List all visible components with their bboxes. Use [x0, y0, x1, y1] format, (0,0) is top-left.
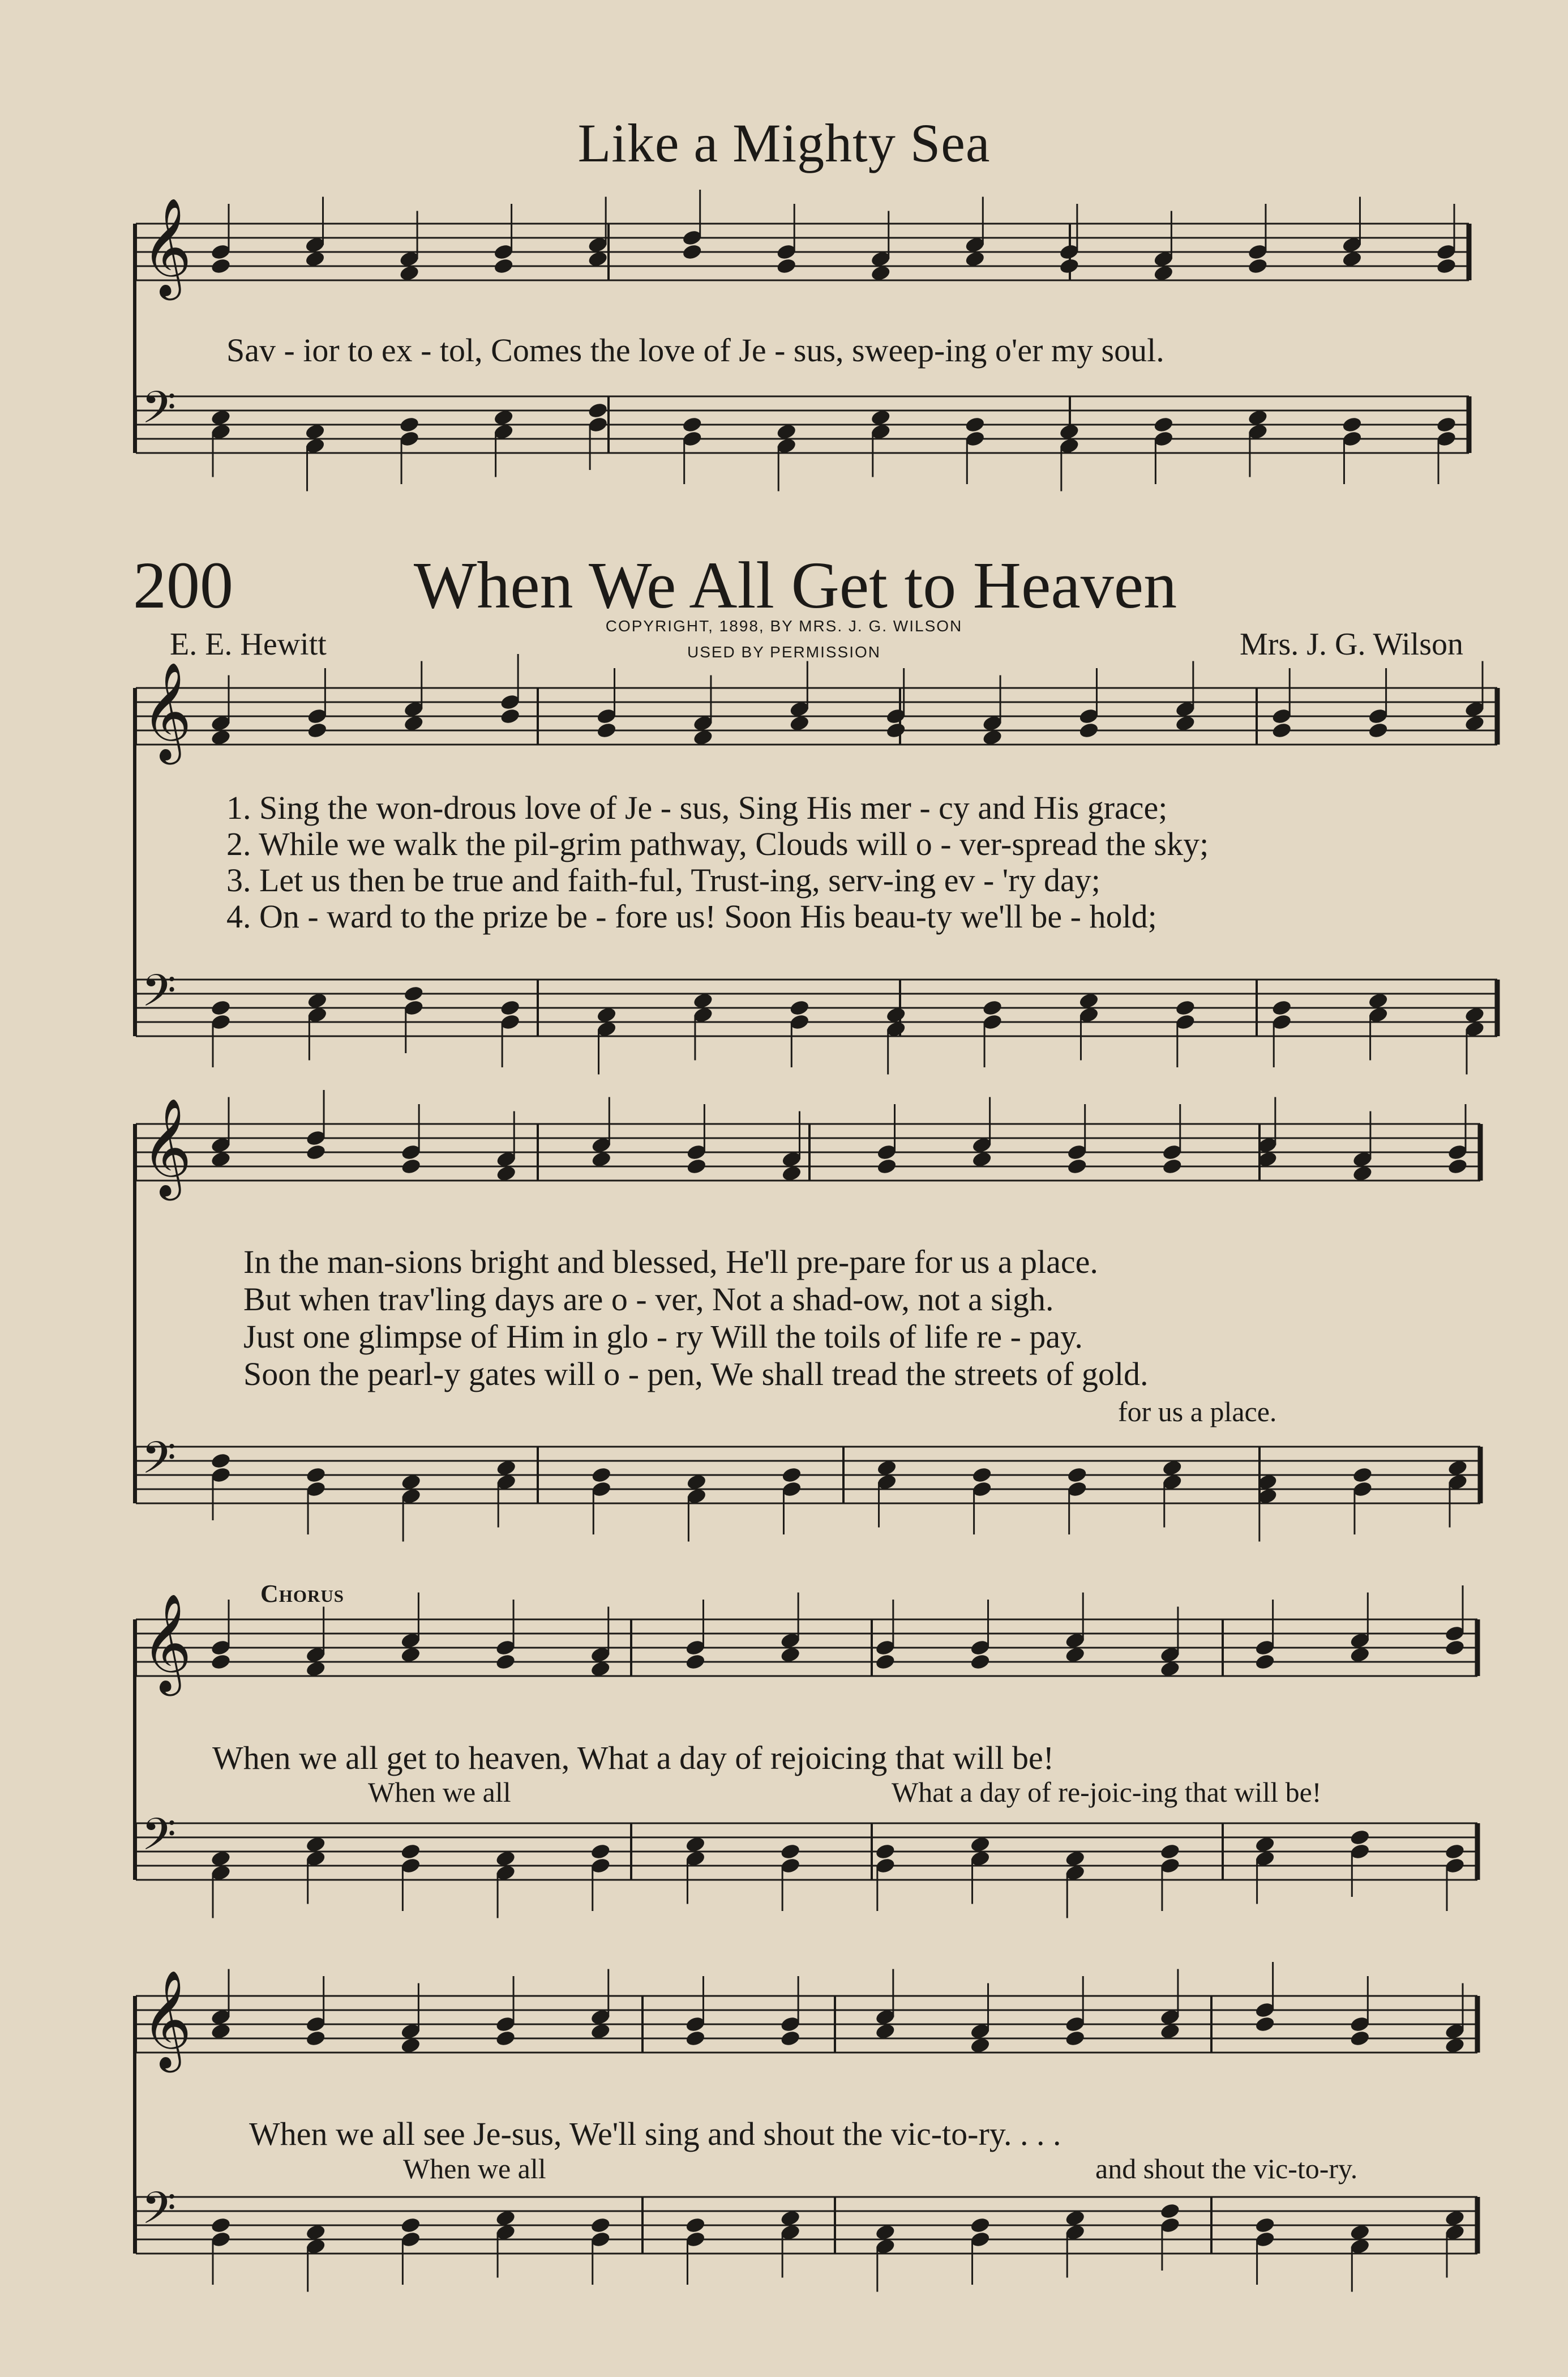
notehead — [971, 1466, 993, 1484]
previous-hymn-title: Like a Mighty Sea — [577, 113, 991, 173]
notehead — [1159, 2202, 1181, 2220]
notehead — [590, 2216, 611, 2234]
bass-clef-icon: 𝄢 — [142, 2183, 177, 2245]
notehead — [495, 1653, 516, 1671]
notehead — [499, 999, 521, 1017]
notehead — [1059, 257, 1080, 275]
notehead — [682, 416, 703, 434]
notehead — [210, 1452, 232, 1470]
notehead — [495, 2029, 516, 2047]
notehead — [590, 1842, 611, 1861]
chorus-line-2: When we all see Je-sus, We'll sing and shout the vic-to-ry. . . . — [249, 2115, 1061, 2152]
bass-clef-icon: 𝄢 — [142, 1433, 177, 1495]
treble-clef-icon: 𝄞 — [142, 1593, 192, 1692]
notehead — [400, 2216, 422, 2234]
bass-echo-line: for us a place. — [1118, 1396, 1277, 1427]
notehead — [1352, 1466, 1373, 1484]
verse-2-line-2: But when trav'ling days are o - ver, Not a shad-ow, not a sigh. — [243, 1281, 1054, 1318]
notehead — [399, 416, 420, 434]
verse-4-line-1: 4. On - ward to the prize be - fore us! Soon His beau-ty we'll be - hold; — [226, 898, 1157, 935]
treble-clef-icon: 𝄞 — [142, 662, 192, 760]
chorus-echo-2a: When we all — [403, 2153, 546, 2184]
notehead — [1254, 2216, 1276, 2234]
chorus-echo-2b: and shout the vic-to-ry. — [1095, 2153, 1358, 2184]
verse-4-line-2: Soon the pearl-y gates will o - pen, We shall tread the streets of gold. — [243, 1356, 1149, 1392]
notehead — [1342, 416, 1363, 434]
notehead — [1444, 1842, 1466, 1861]
notehead — [1064, 2029, 1086, 2047]
notehead — [982, 999, 1003, 1017]
hymn-title: When We All Get to Heaven — [413, 548, 1177, 622]
notehead — [779, 1842, 801, 1861]
previous-hymn-lyric: Sav - ior to ex - tol, Comes the love of Je - sus, sweep-ing o'er my soul. — [226, 332, 1164, 369]
notehead — [1162, 1157, 1183, 1175]
notehead — [400, 1842, 422, 1861]
notehead — [781, 1466, 803, 1484]
notehead — [210, 257, 232, 275]
hymn-number: 200 — [133, 548, 233, 622]
notehead — [307, 721, 328, 739]
treble-clef-icon: 𝄞 — [142, 1970, 192, 2068]
permission-line: USED BY PERMISSION — [687, 643, 881, 661]
notehead — [596, 721, 618, 739]
verse-2-line-1: 2. While we walk the pil-grim pathway, Clouds will o - ver-spread the sky; — [226, 826, 1209, 862]
composer: Mrs. J. G. Wilson — [1240, 627, 1463, 662]
chorus-echo-1b: What a day of re-joic-ing that will be! — [892, 1776, 1322, 1808]
chorus-echo-1a: When we all — [368, 1776, 511, 1808]
notehead — [1349, 2029, 1371, 2047]
notehead — [210, 1653, 232, 1671]
notehead — [493, 257, 515, 275]
notehead — [686, 1157, 708, 1175]
notehead — [210, 2216, 232, 2234]
bass-clef-icon: 𝄢 — [142, 1809, 177, 1871]
notehead — [776, 257, 797, 275]
notehead — [305, 1466, 327, 1484]
treble-clef-icon: 𝄞 — [142, 1098, 192, 1196]
notehead — [1271, 721, 1292, 739]
notehead — [1066, 1157, 1088, 1175]
chorus-label: Chorus — [260, 1580, 345, 1608]
verse-3-line-1: 3. Let us then be true and faith-ful, Trust-ing, serv-ing ev - 'ry day; — [226, 862, 1100, 899]
notehead — [1254, 2015, 1276, 2033]
notehead — [1247, 257, 1269, 275]
notehead — [685, 2029, 706, 2047]
notehead — [789, 999, 811, 1017]
copyright-line: COPYRIGHT, 1898, BY MRS. J. G. WILSON — [605, 617, 963, 635]
notehead — [210, 999, 232, 1017]
notehead — [876, 1157, 898, 1175]
notehead — [970, 2216, 991, 2234]
bass-clef-icon: 𝄢 — [142, 382, 177, 444]
notehead — [587, 401, 609, 420]
treble-clef-icon: 𝄞 — [142, 198, 192, 296]
author: E. E. Hewitt — [170, 627, 327, 662]
verse-3-line-2: Just one glimpse of Him in glo - ry Will the toils of life re - pay. — [243, 1318, 1083, 1355]
verse-1-line-1: 1. Sing the won-drous love of Je - sus, Sing His mer - cy and His grace; — [226, 789, 1168, 826]
notehead — [1436, 416, 1457, 434]
notehead — [779, 2029, 801, 2047]
notehead — [1153, 416, 1175, 434]
notehead — [1271, 999, 1292, 1017]
notehead — [1175, 999, 1196, 1017]
notehead — [1254, 1653, 1276, 1671]
notehead — [970, 1653, 991, 1671]
notehead — [1066, 1466, 1088, 1484]
notehead — [591, 1466, 612, 1484]
notehead — [1078, 721, 1100, 739]
notehead — [1444, 1639, 1466, 1657]
notehead — [499, 707, 521, 725]
verse-1-line-2: In the man-sions bright and blessed, He'll pre-pare for us a place. — [243, 1243, 1098, 1280]
chorus-line-1: When we all get to heaven, What a day of rejoicing that will be! — [212, 1739, 1055, 1776]
notehead — [685, 1653, 706, 1671]
notehead — [875, 1842, 896, 1861]
notehead — [1349, 1828, 1371, 1846]
notehead — [682, 243, 703, 261]
notehead — [305, 2029, 327, 2047]
notehead — [1436, 257, 1457, 275]
notehead — [305, 1143, 327, 1161]
notehead — [1368, 721, 1389, 739]
bass-clef-icon: 𝄢 — [142, 965, 177, 1028]
notehead — [1447, 1157, 1468, 1175]
notehead — [685, 2216, 706, 2234]
notehead — [875, 1653, 896, 1671]
notehead — [965, 416, 986, 434]
notehead — [400, 1157, 422, 1175]
notehead — [1159, 1842, 1181, 1861]
notehead — [885, 721, 907, 739]
notehead — [403, 985, 425, 1003]
